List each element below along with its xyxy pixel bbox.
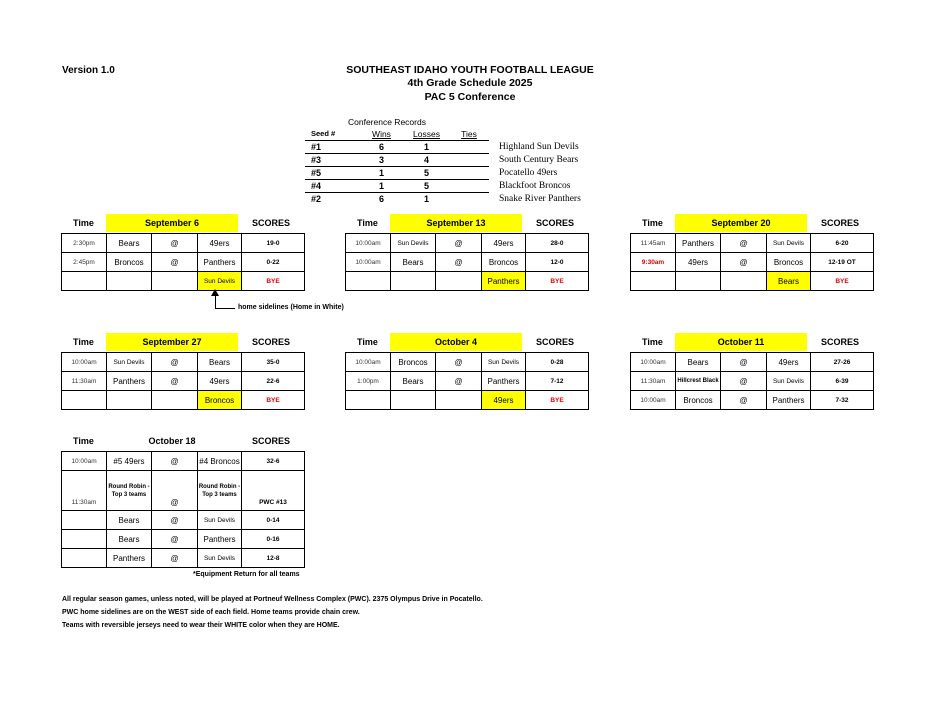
col-wins: Wins	[372, 129, 391, 139]
week-block-sep27	[61, 333, 305, 410]
time-header: Time	[642, 337, 663, 347]
arrow-connector	[215, 308, 235, 309]
scores-header: SCORES	[820, 337, 859, 347]
bye-team: 49ers	[482, 391, 526, 410]
bye-team: Panthers	[482, 272, 526, 291]
games-table	[61, 352, 305, 410]
bye-label: BYE	[811, 272, 874, 291]
bye-label: BYE	[526, 272, 589, 291]
bye-team: Sun Devils	[198, 272, 242, 291]
bye-label: BYE	[526, 391, 589, 410]
game-row: 1:00pm Bears @ Panthers 7-12	[346, 372, 589, 391]
games-table	[345, 233, 589, 291]
week-date: September 13	[390, 214, 522, 232]
game-row: 11:30am Panthers @ 49ers 22-6	[62, 372, 305, 391]
game-row: 10:00am Broncos @ Panthers 7-32	[631, 391, 874, 410]
game-row: Bears @ Panthers 0-16	[62, 530, 305, 549]
game-row: 11:30am Round Robin -Top 3 teams @ Round Robin -Top 3 teams PWC #13	[62, 471, 305, 511]
bye-row	[346, 272, 589, 291]
bye-label: BYE	[242, 272, 305, 291]
col-ties: Ties	[461, 129, 477, 139]
time-header: Time	[73, 218, 94, 228]
time-header: Time	[357, 218, 378, 228]
version-label: Version 1.0	[62, 65, 115, 76]
col-losses: Losses	[413, 129, 440, 139]
bye-row	[631, 272, 874, 291]
bye-team: Broncos	[198, 391, 242, 410]
time-header: Time	[73, 436, 94, 446]
conference-row: #5 1 5 Pocatello 49ers	[305, 167, 619, 180]
time-header: Time	[73, 337, 94, 347]
time-header: Time	[357, 337, 378, 347]
scores-header: SCORES	[535, 337, 574, 347]
week-block-oct11	[630, 333, 874, 410]
scores-header: SCORES	[820, 218, 859, 228]
game-row: Bears @ Sun Devils 0-14	[62, 511, 305, 530]
week-block-oct18	[61, 432, 305, 568]
game-row: 11:30am Hillcrest Black @ Sun Devils 6-39	[631, 372, 874, 391]
games-table	[630, 352, 874, 410]
league-title: SOUTHEAST IDAHO YOUTH FOOTBALL LEAGUE	[346, 64, 594, 76]
week-block-sep20	[630, 214, 874, 291]
conference-row: #4 1 5 Blackfoot Broncos	[305, 180, 619, 193]
bye-team: Bears	[767, 272, 811, 291]
scores-header: SCORES	[535, 218, 574, 228]
games-table	[61, 451, 305, 568]
footnote-jerseys: Teams with reversible jerseys need to wear their WHITE color when they are HOME.	[62, 622, 340, 629]
home-sidelines-note: home sidelines (Home in White)	[238, 304, 344, 311]
conference-records-table	[305, 128, 619, 205]
week-block-sep6	[61, 214, 305, 291]
footnote-location: All regular season games, unless noted, will be played at Portneuf Wellness Complex (PWC). 2375 Olympus Drive in Pocatello.	[62, 596, 483, 603]
bye-label: BYE	[242, 391, 305, 410]
footnote-sidelines: PWC home sidelines are on the WEST side of each field. Home teams provide chain crew.	[62, 609, 360, 616]
week-date: September 27	[106, 333, 238, 351]
col-seed: Seed #	[311, 129, 336, 138]
time-header: Time	[642, 218, 663, 228]
scores-header: SCORES	[251, 436, 290, 446]
game-row: 10:00am Bears @ 49ers 27-26	[631, 353, 874, 372]
game-row: 10:00am Bears @ Broncos 12-0	[346, 253, 589, 272]
arrow-line	[215, 296, 216, 308]
game-row: 11:45am Panthers @ Sun Devils 6-20	[631, 234, 874, 253]
week-date: September 6	[106, 214, 238, 232]
bye-row	[346, 391, 589, 410]
week-date: October 18	[148, 436, 196, 446]
conference-row: #2 6 1 Snake River Panthers	[305, 193, 619, 206]
conference-records-heading: Conference Records	[348, 117, 426, 127]
arrow-up-icon	[211, 289, 219, 296]
schedule-title: 4th Grade Schedule 2025	[407, 77, 533, 89]
games-table	[61, 233, 305, 291]
game-row: Panthers @ Sun Devils 12-8	[62, 549, 305, 568]
game-row: 10:00am #5 49ers @ #4 Broncos 32-6	[62, 452, 305, 471]
game-row: 10:00am Broncos @ Sun Devils 0-28	[346, 353, 589, 372]
week-date: September 20	[675, 214, 807, 232]
bye-row	[62, 272, 305, 291]
games-table	[345, 352, 589, 410]
bye-row	[62, 391, 305, 410]
game-row: 10:00am Sun Devils @ Bears 35-0	[62, 353, 305, 372]
week-date: October 11	[675, 333, 807, 351]
conference-title: PAC 5 Conference	[424, 91, 516, 103]
scores-header: SCORES	[251, 337, 290, 347]
game-row: 2:45pm Broncos @ Panthers 0-22	[62, 253, 305, 272]
conference-row: #3 3 4 South Century Bears	[305, 154, 619, 167]
games-table	[630, 233, 874, 291]
conference-row: #1 6 1 Highland Sun Devils	[305, 141, 619, 154]
equipment-note: *Equipment Return for all teams	[193, 571, 300, 578]
week-block-sep13	[345, 214, 589, 291]
game-row: 9:30am 49ers @ Broncos 12-19 OT	[631, 253, 874, 272]
week-block-oct4	[345, 333, 589, 410]
game-row: 10:00am Sun Devils @ 49ers 28-0	[346, 234, 589, 253]
game-row: 2:30pm Bears @ 49ers 19-0	[62, 234, 305, 253]
scores-header: SCORES	[251, 218, 290, 228]
week-date: October 4	[390, 333, 522, 351]
